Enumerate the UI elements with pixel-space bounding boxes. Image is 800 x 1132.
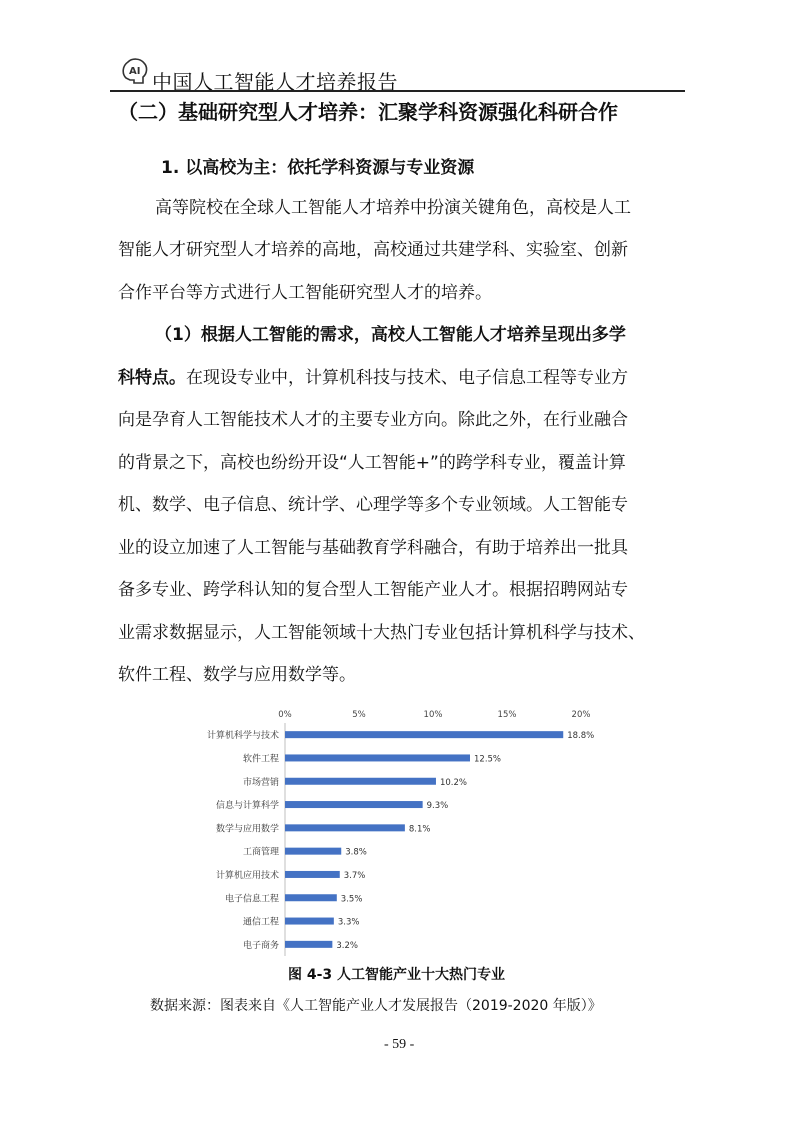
subsection-title: 1. 以高校为主：依托学科资源与专业资源 [161,158,475,178]
category-label: 计算机科学与技术 [206,731,279,742]
data-label: 9.3% [426,801,449,812]
category-label: 计算机应用技术 [215,870,279,881]
bar [285,918,334,925]
bar [285,778,436,785]
paragraph2-line: 机、数学、电子信息、统计学、心理学等多个专业领域。人工智能专 [118,495,628,515]
data-label: 18.8% [567,731,595,742]
bar [285,848,341,855]
paragraph2-line: 业需求数据显示，人工智能领域十大热门专业包括计算机科学与技术、 [118,623,645,643]
bar [285,824,405,831]
paragraph2-line-rest: 在现设专业中，计算机科技与技术、电子信息工程等专业方 [186,368,628,388]
category-label: 市场营销 [242,777,279,788]
paragraph2-line: 备多专业、跨学科认知的复合型人工智能产业人才。根据招聘网站专 [118,580,628,600]
paragraph2-line [118,368,628,388]
figure-caption: 图 4-3 人工智能产业十大热门专业 [288,967,506,983]
category-label: 信息与计算科学 [215,801,279,812]
page-number: - 59 - [384,1037,415,1052]
paragraph2-bold-lead: （1）根据人工智能的需求，高校人工智能人才培养呈现出多学 [155,325,626,345]
x-tick-label: 5% [352,710,366,720]
ai-brain-logo-icon [120,56,150,86]
paragraph1-line: 高等院校在全球人工智能人才培养中扮演关键角色，高校是人工 [155,198,631,218]
paragraph2-line: 业的设立加速了人工智能与基础教育学科融合，有助于培养出一批具 [118,538,628,558]
category-label: 电子信息工程 [224,894,279,905]
data-label: 8.1% [408,824,431,835]
paragraph1-line: 智能人才研究型人才培养的高地，高校通过共建学科、实验室、创新 [118,240,628,260]
chart-svg [176,702,616,957]
bar [285,731,563,738]
page-header [110,58,685,92]
data-label: 10.2% [439,777,467,788]
bar [285,754,470,761]
x-tick-label: 15% [497,710,517,720]
data-label: 3.8% [345,847,367,858]
category-label: 软件工程 [242,754,279,765]
category-label: 数学与应用数学 [215,824,279,835]
bar [285,871,340,878]
section-title: （二）基础研究型人才培养：汇聚学科资源强化科研合作 [118,100,618,124]
header-title: 中国人工智能人才培养报告 [152,70,398,94]
logo-text: AI [129,66,141,77]
paragraph2-line: 的背景之下，高校也纷纷开设“人工智能+”的跨学科专业，覆盖计算 [118,453,626,473]
paragraph2-line: 软件工程、数学与应用数学等。 [118,665,356,685]
bar [285,894,337,901]
x-tick-label: 10% [423,710,443,720]
paragraph2-bold-lead-end: 科特点。 [118,368,186,388]
bar [285,801,423,808]
header-divider [110,90,685,92]
data-label: 3.5% [340,894,363,905]
data-label: 3.2% [336,940,358,951]
paragraph1-line: 合作平台等方式进行人工智能研究型人才的培养。 [118,283,492,303]
x-tick-label: 0% [278,710,292,720]
category-label: 通信工程 [242,917,279,928]
paragraph2-line: 向是孕育人工智能技术人才的主要专业方向。除此之外，在行业融合 [118,410,628,430]
x-tick-label: 20% [571,710,591,720]
category-label: 电子商务 [242,940,279,951]
data-label: 3.3% [337,917,360,928]
category-label: 工商管理 [242,847,279,858]
figure-source: 数据来源：图表来自《人工智能产业人才发展报告（2019-2020 年版）》 [150,998,602,1014]
top-majors-bar-chart [176,702,616,957]
bar [285,941,332,948]
data-label: 3.7% [343,870,366,881]
data-label: 12.5% [474,754,502,765]
